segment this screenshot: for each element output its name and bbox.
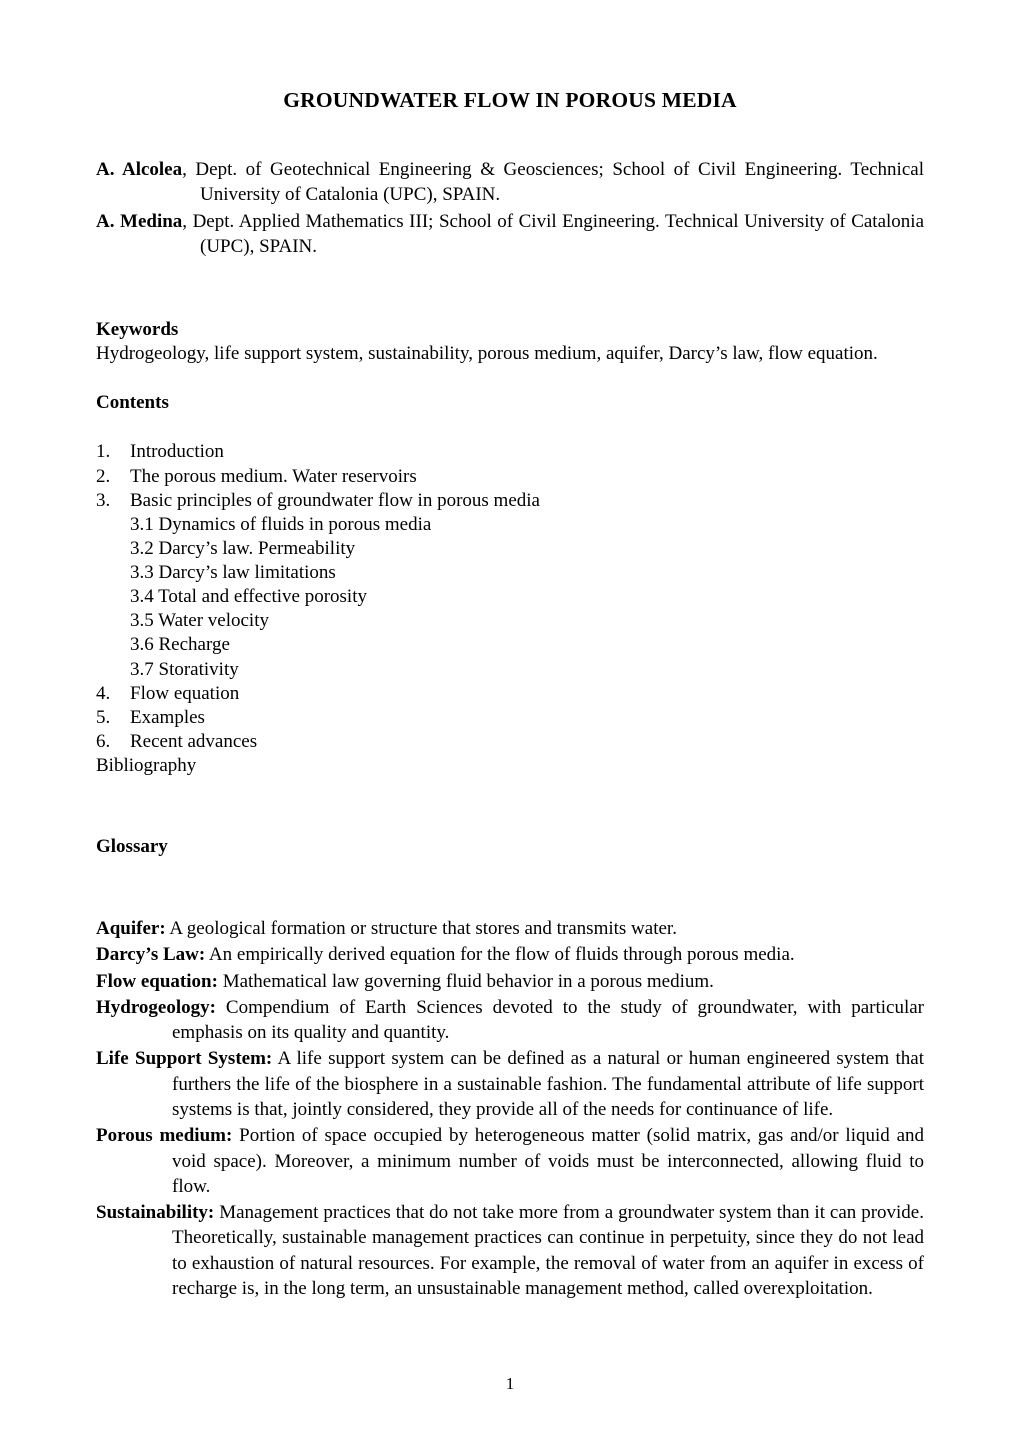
glossary-entry xyxy=(96,1123,924,1199)
glossary-term: Sustainability: xyxy=(96,1202,215,1224)
toc-item xyxy=(96,658,924,682)
toc-item xyxy=(96,585,924,609)
toc-item xyxy=(96,489,924,513)
glossary-entry xyxy=(96,916,924,941)
author-name: A. Alcolea xyxy=(96,159,183,180)
page-title: GROUNDWATER FLOW IN POROUS MEDIA xyxy=(283,88,737,112)
glossary-term: Darcy’s Law: xyxy=(96,944,206,966)
author-block xyxy=(96,157,924,259)
glossary-term: Life Support System: xyxy=(96,1048,273,1070)
toc-item xyxy=(96,633,924,657)
glossary-list xyxy=(96,916,924,1301)
toc-label: 3.6 Recharge xyxy=(130,634,230,656)
toc-item xyxy=(96,730,924,754)
toc-number: 4. xyxy=(96,682,111,704)
toc-item xyxy=(96,682,924,706)
toc-label: 3.4 Total and effective porosity xyxy=(130,586,367,608)
toc-label: 3.2 Darcy’s law. Permeability xyxy=(130,537,356,559)
toc-label: Flow equation xyxy=(130,682,240,704)
toc-item xyxy=(96,537,924,561)
author-affiliation: , Dept. Applied Mathematics III; School of Civil Engineering. Technical University of Catalonia (UPC), SPAIN. xyxy=(182,211,925,258)
glossary-definition: Management practices that do not take more from a groundwater system than it can provide. Theoretically, sustainable management practices can continue in perpetuity, since they do not lead to exhaustion of natural resources. For example, the removal of water from an aquifer in excess of recharge is, in the long term, an unsustainable management method, called overexploitation. xyxy=(172,1202,924,1299)
author-line xyxy=(96,157,924,207)
toc-item xyxy=(96,561,924,585)
glossary-entry xyxy=(96,942,924,967)
toc-label: Basic principles of groundwater flow in porous media xyxy=(130,489,540,511)
contents-heading: Contents xyxy=(96,392,169,414)
author-affiliation: , Dept. of Geotechnical Engineering & Geosciences; School of Civil Engineering. Technical University of Catalonia (UPC), SPAIN. xyxy=(182,159,924,206)
glossary-definition: Portion of space occupied by heterogeneous matter (solid matrix, gas and/or liquid and void space). Moreover, a minimum number of voids must be interconnected, allowing fluid to flow. xyxy=(172,1125,925,1197)
glossary-entry xyxy=(96,1200,924,1301)
glossary-entry xyxy=(96,969,924,994)
glossary-definition: Mathematical law governing fluid behavior in a porous medium. xyxy=(217,970,714,992)
toc-item xyxy=(96,706,924,730)
glossary-definition: An empirically derived equation for the flow of fluids through porous media. xyxy=(205,944,795,966)
keywords-text: Hydrogeology, life support system, sustainability, porous medium, aquifer, Darcy’s law, flow equation. xyxy=(96,343,878,365)
toc-item xyxy=(96,609,924,633)
toc-label: 3.1 Dynamics of fluids in porous media xyxy=(130,513,432,535)
toc-item xyxy=(96,513,924,537)
toc-label: Introduction xyxy=(130,441,224,463)
toc-label: Recent advances xyxy=(130,730,258,752)
glossary-definition: A geological formation or structure that stores and transmits water. xyxy=(165,918,677,940)
glossary-term: Aquifer: xyxy=(96,918,166,940)
glossary-heading: Glossary xyxy=(96,836,168,858)
glossary-definition: Compendium of Earth Sciences devoted to the study of groundwater, with particular emphasis on its quality and quantity. xyxy=(172,996,924,1044)
toc-label: 3.5 Water velocity xyxy=(130,610,269,632)
toc-number: 1. xyxy=(96,441,111,463)
contents-list xyxy=(96,440,924,778)
toc-label: Bibliography xyxy=(96,755,197,777)
toc-item xyxy=(96,754,924,778)
toc-number: 6. xyxy=(96,730,111,752)
toc-number: 2. xyxy=(96,465,111,487)
toc-number: 5. xyxy=(96,706,111,728)
toc-number: 3. xyxy=(96,489,111,511)
toc-item xyxy=(96,465,924,489)
glossary-entry xyxy=(96,1046,924,1122)
author-line xyxy=(96,209,924,259)
glossary-entry xyxy=(96,995,924,1046)
toc-item xyxy=(96,440,924,464)
author-name: A. Medina xyxy=(96,211,183,233)
glossary-term: Flow equation: xyxy=(96,970,218,992)
toc-label: Examples xyxy=(130,706,205,728)
page-number: 1 xyxy=(505,1374,515,1393)
keywords-heading: Keywords xyxy=(96,319,179,341)
glossary-definition: A life support system can be defined as a natural or human engineered system that furthers the life of the biosphere in a sustainable fashion. The fundamental attribute of life support systems is that, jointly considered, they provide all of the needs for continuance of life. xyxy=(172,1048,924,1120)
toc-label: 3.3 Darcy’s law limitations xyxy=(130,562,336,584)
glossary-term: Porous medium: xyxy=(96,1125,233,1147)
glossary-term: Hydrogeology: xyxy=(96,996,216,1018)
toc-label: The porous medium. Water reservoirs xyxy=(130,465,417,487)
toc-label: 3.7 Storativity xyxy=(130,658,239,680)
